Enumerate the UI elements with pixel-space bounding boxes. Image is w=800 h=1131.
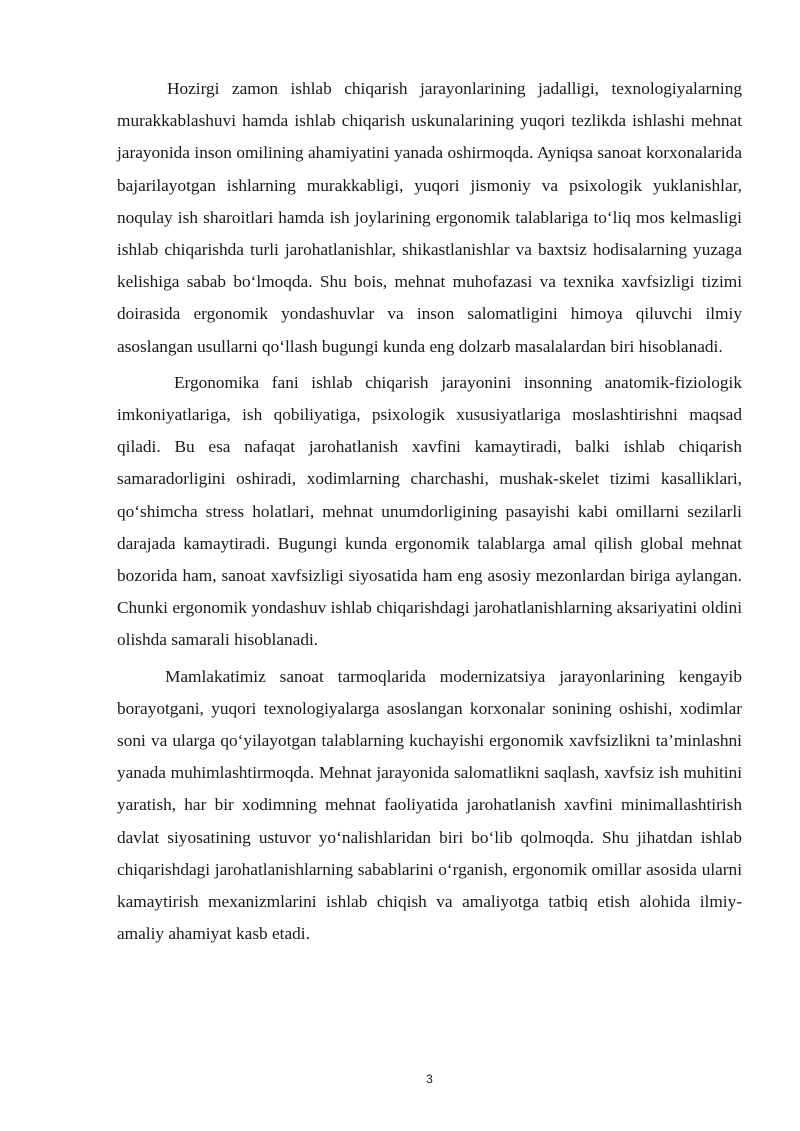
- document-body: [117, 73, 742, 954]
- page-number: 3: [426, 1072, 433, 1086]
- paragraph-1: Hozirgi zamon ishlab chiqarish jarayonlarining jadalligi, texnologiyalarning murakkablashuvi hamda ishlab chiqarish uskunalarining yuqori tezlikda ishlashi mehnat jarayonida inson omilining ahamiyatini yanada oshirmoqda. Ayniqsa sanoat korxonalarida bajarilayotgan ishlarning murakkabligi, yuqori jismoniy va psixologik yuklanishlar, noqulay ish sharoitlari hamda ish joylarining ergonomik talablariga to‘liq mos kelmasligi ishlab chiqarishda turli jarohatlanishlar, shikastlanishlar va baxtsiz hodisalarning yuzaga kelishiga sabab bo‘lmoqda. Shu bois, mehnat muhofazasi va texnika xavfsizligi tizimi doirasida ergonomik yondashuvlar va inson salomatligini himoya qiluvchi ilmiy asoslangan usullarni qo‘llash bugungi kunda eng dolzarb masalalardan biri hisoblanadi.: [117, 79, 742, 356]
- paragraph-2: Ergonomika fani ishlab chiqarish jarayonini insonning anatomik-fiziologik imkoniyatlariga, ish qobiliyatiga, psixologik xususiyatlariga moslashtirishni maqsad qiladi. Bu esa nafaqat jarohatlanish xavfini kamaytiradi, balki ishlab chiqarish samaradorligini oshiradi, xodimlarning charchashi, mushak-skelet tizimi kasalliklari, qo‘shimcha stress holatlari, mehnat unumdorligining pasayishi kabi omillarni sezilarli darajada kamaytiradi. Bugungi kunda ergonomik talablarga amal qilish global mehnat bozorida ham, sanoat xavfsizligi siyosatida ham eng asosiy mezonlardan biriga aylangan. Chunki ergonomik yondashuv ishlab chiqarishdagi jarohatlanishlarning aksariyatini oldini olishda samarali hisoblanadi.: [117, 372, 742, 650]
- paragraph-3: Mamlakatimiz sanoat tarmoqlarida modernizatsiya jarayonlarining kengayib borayotgani, yuqori texnologiyalarga asoslangan korxonalar sonining oshishi, xodimlar soni va ularga qo‘yilayotgan talablarning kuchayishi ergonomik xavfsizlikni ta’minlashni yanada muhimlashtirmoqda. Mehnat jarayonida salomatlikni saqlash, xavfsiz ish muhitini yaratish, har bir xodimning mehnat faoliyatida jarohatlanish xavfini minimallashtirish davlat siyosatining ustuvor yo‘nalishlaridan biri bo‘lib qolmoqda. Shu jihatdan ishlab chiqarishdagi jarohatlanishlarning sabablarini o‘rganish, ergonomik omillar asosida ularni kamaytirish mexanizmlarini ishlab chiqish va amaliyotga tatbiq etish alohida ilmiy-amaliy ahamiyat kasb etadi.: [117, 666, 742, 944]
